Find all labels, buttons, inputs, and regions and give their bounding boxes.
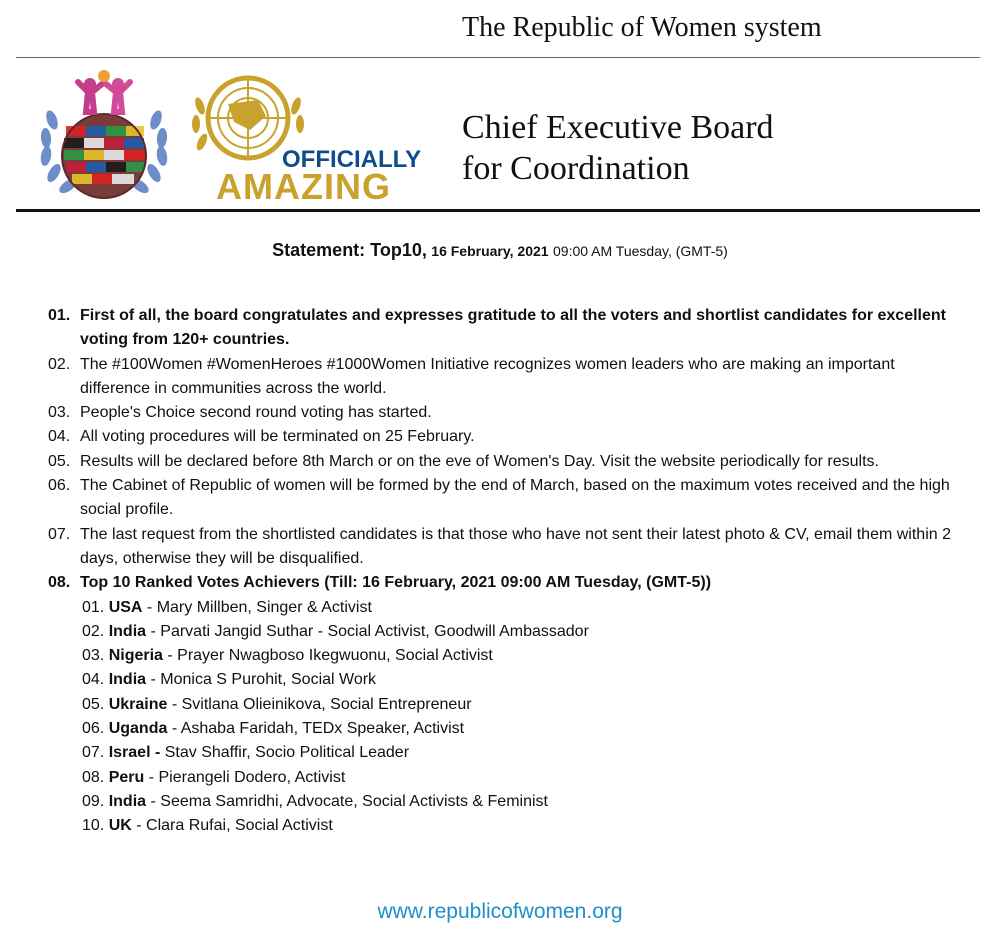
statement-body [48, 304, 968, 839]
item-text: The Cabinet of Republic of women will be formed by the end of March, based on the maximum votes received and the high social profile. [80, 477, 950, 519]
item-number: 08. [48, 574, 71, 592]
rank-country: Ukraine [108, 695, 168, 713]
ranking-row [48, 717, 968, 741]
rank-number: 02. [82, 622, 105, 640]
item-text: People's Choice second round voting has started. [80, 404, 432, 422]
rank-number: 04. [82, 671, 105, 689]
logo-area [28, 70, 428, 207]
rank-detail: - Ashaba Faridah, TEDx Speaker, Activist [167, 720, 465, 738]
rank-number: 10. [82, 817, 105, 835]
item-number: 01. [48, 307, 71, 324]
statement-date: 16 February, 2021 [431, 243, 549, 259]
rank-country: Nigeria [108, 647, 163, 665]
list-item [48, 401, 968, 425]
bottom-divider [16, 209, 980, 212]
item-text: The last request from the shortlisted candidates is that those who have not sent their latest photo & CV, email them within 2 days, otherwise they will be disqualified. [80, 525, 951, 567]
rank-country: India [108, 622, 147, 640]
ranking-row [48, 766, 968, 790]
list-item [48, 304, 968, 353]
rank-detail: - Clara Rufai, Social Activist [131, 817, 333, 835]
rank-number: 09. [82, 792, 105, 810]
item-text: The #100Women #WomenHeroes #1000Women Initiative recognizes women leaders who are making an important difference in communities across the world. [80, 355, 895, 397]
ranking-row [48, 596, 968, 620]
website-link[interactable]: www.republicofwomen.org [377, 900, 623, 923]
item-number: 03. [48, 404, 71, 422]
list-item [48, 474, 968, 523]
statement-label: Statement: Top10, [272, 240, 427, 260]
amazing-text: AMAZING [216, 166, 391, 207]
rank-country: Peru [108, 768, 145, 786]
board-title-line2: for Coordination [462, 150, 690, 187]
board-title-line1: Chief Executive Board [462, 109, 774, 146]
ranking-row [48, 668, 968, 692]
ranking-row [48, 644, 968, 668]
list-item [48, 571, 968, 595]
item-number: 05. [48, 452, 71, 470]
ranking-row [48, 620, 968, 644]
rank-country: India [108, 671, 147, 689]
rank-country: USA [108, 598, 143, 616]
rank-number: 05. [82, 695, 105, 713]
rank-detail: Stav Shaffir, Socio Political Leader [160, 744, 410, 762]
item-number: 06. [48, 477, 71, 495]
ranking-row [48, 741, 968, 765]
statement-line [0, 240, 1000, 261]
rank-country: Uganda [108, 720, 168, 738]
ranking-row [48, 693, 968, 717]
item-text: All voting procedures will be terminated on 25 February. [80, 428, 475, 446]
rank-detail: - Prayer Nwagboso Ikegwuonu, Social Activist [162, 647, 493, 665]
rank-detail: - Seema Samridhi, Advocate, Social Activists & Feminist [146, 792, 548, 810]
board-title [462, 107, 774, 189]
list-item [48, 450, 968, 474]
item-text: First of all, the board congratulates and expresses gratitude to all the voters and shortlist candidates for excellent voting from 120+ countries. [80, 307, 946, 349]
rank-detail: - Monica S Purohit, Social Work [146, 671, 377, 689]
item-text: Top 10 Ranked Votes Achievers (Till: 16 February, 2021 09:00 AM Tuesday, (GMT-5)) [80, 574, 712, 592]
top-divider [16, 57, 980, 58]
rank-country: Israel - [108, 744, 161, 762]
republic-of-women-emblem [39, 70, 168, 198]
rank-country: UK [108, 817, 132, 835]
item-number: 07. [48, 525, 71, 543]
list-item [48, 353, 968, 402]
rank-number: 01. [82, 598, 105, 616]
item-number: 02. [48, 355, 71, 373]
rank-number: 06. [82, 720, 105, 738]
ranking-row [48, 814, 968, 838]
item-number: 04. [48, 428, 71, 446]
officially-text: OFFICIALLY [282, 146, 422, 173]
list-item [48, 523, 968, 572]
rank-detail: - Pierangeli Dodero, Activist [144, 768, 346, 786]
rank-detail: - Svitlana Olieinikova, Social Entrepreneur [167, 695, 472, 713]
rank-country: India [108, 792, 147, 810]
item-text: Results will be declared before 8th March or on the eve of Women's Day. Visit the website periodically for results. [80, 452, 879, 470]
rank-detail: - Mary Millben, Singer & Activist [142, 598, 372, 616]
header-system-title: The Republic of Women system [462, 12, 822, 43]
ranking-row [48, 790, 968, 814]
rank-detail: - Parvati Jangid Suthar - Social Activist, Goodwill Ambassador [146, 622, 589, 640]
rank-number: 07. [82, 744, 105, 762]
list-item [48, 425, 968, 449]
rank-number: 03. [82, 647, 109, 665]
statement-time: 09:00 AM Tuesday, (GMT-5) [553, 243, 728, 259]
rank-number: 08. [82, 768, 105, 786]
